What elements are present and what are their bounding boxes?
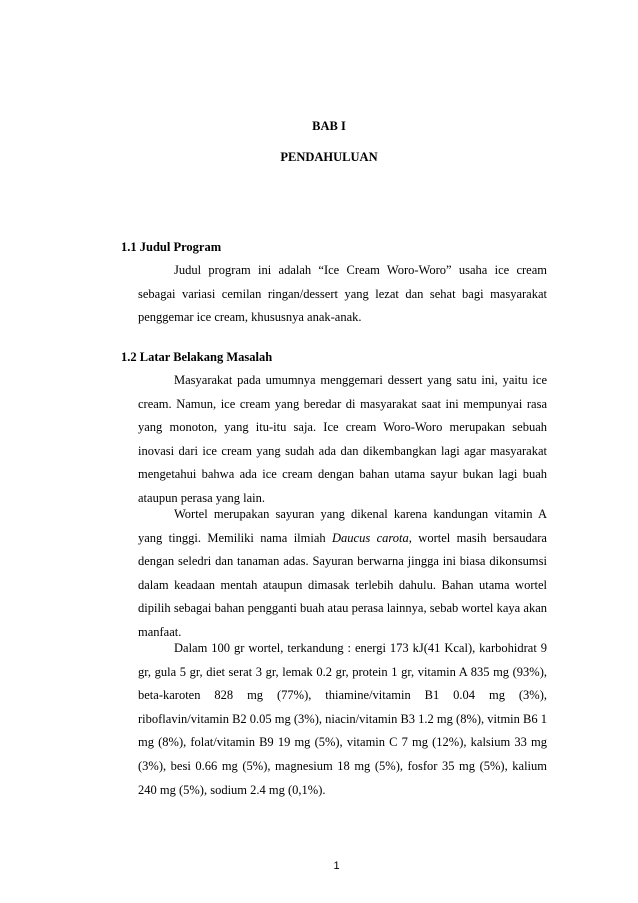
section-heading-judul-program: 1.1 Judul Program — [121, 240, 222, 254]
chapter-title: PENDAHULUAN — [280, 150, 378, 164]
paragraph-wortel — [138, 503, 547, 645]
paragraph-text-before: Wortel merupakan sayuran yang dikenal karena kandungan vitamin A yang tinggi. Memiliki nama ilmiah — [138, 507, 547, 545]
paragraph-text: Judul program ini adalah “Ice Cream Woro-Woro” usaha ice cream sebagai variasi cemilan ringan/dessert yang lezat dan sehat bagi masyarakat penggemar ice cream, khususnya anak-anak. — [138, 263, 547, 325]
section-heading-latar-belakang: 1.2 Latar Belakang Masalah — [121, 350, 273, 364]
paragraph-text: Dalam 100 gr wortel, terkandung : energi 173 kJ(41 Kcal), karbohidrat 9 gr, gula 5 gr, diet serat 3 gr, lemak 0.2 gr, protein 1 gr, vitamin A 835 mg (93%), beta-karoten 828 mg (77%), thiamine/vitamin B1 0.04 mg (3%), riboflavin/vitamin B2 0.05 mg (3%), niacin/vitamin B3 1.2 mg (8%), vitmin B6 1 mg (8%), folat/vitamin B9 19 mg (5%), vitamin C 7 mg (12%), kalsium 33 mg (3%), besi 0.66 mg (5%), magnesium 18 mg (5%), fosfor 35 mg (5%), kalium 240 mg (5%), sodium 2.4 mg (0,1%). — [138, 641, 547, 797]
scientific-name: Daucus carota — [332, 530, 409, 545]
paragraph-latar-belakang — [138, 369, 547, 511]
paragraph-text: Masyarakat pada umumnya menggemari dessert yang satu ini, yaitu ice cream. Namun, ice cream yang beredar di masyarakat saat ini mempunyai rasa yang monoton, yang itu-itu saja. Ice cream Woro-Woro merupakan sebuah inovasi dari ice cream yang sudah ada dan dikembangkan lagi agar masyarakat mengetahui bahwa ada ice cream dengan bahan utama sayur bukan lagi buah ataupun perasa yang lain. — [138, 373, 547, 505]
chapter-number: BAB I — [312, 119, 346, 133]
paragraph-nutrition — [138, 637, 547, 802]
page-number: 1 — [333, 860, 340, 872]
paragraph-text-after: , wortel masih bersaudara dengan seledri dan tanaman adas. Sayuran berwarna jingga ini biasa dikonsumsi dalam keadaan mentah ataupun dimasak terlebih dahulu. Bahan utama wortel dipilih sebagai bahan pengganti buah atau perasa lainnya, sebab wortel kaya akan manfaat. — [138, 530, 547, 639]
paragraph-judul-program — [138, 259, 547, 330]
